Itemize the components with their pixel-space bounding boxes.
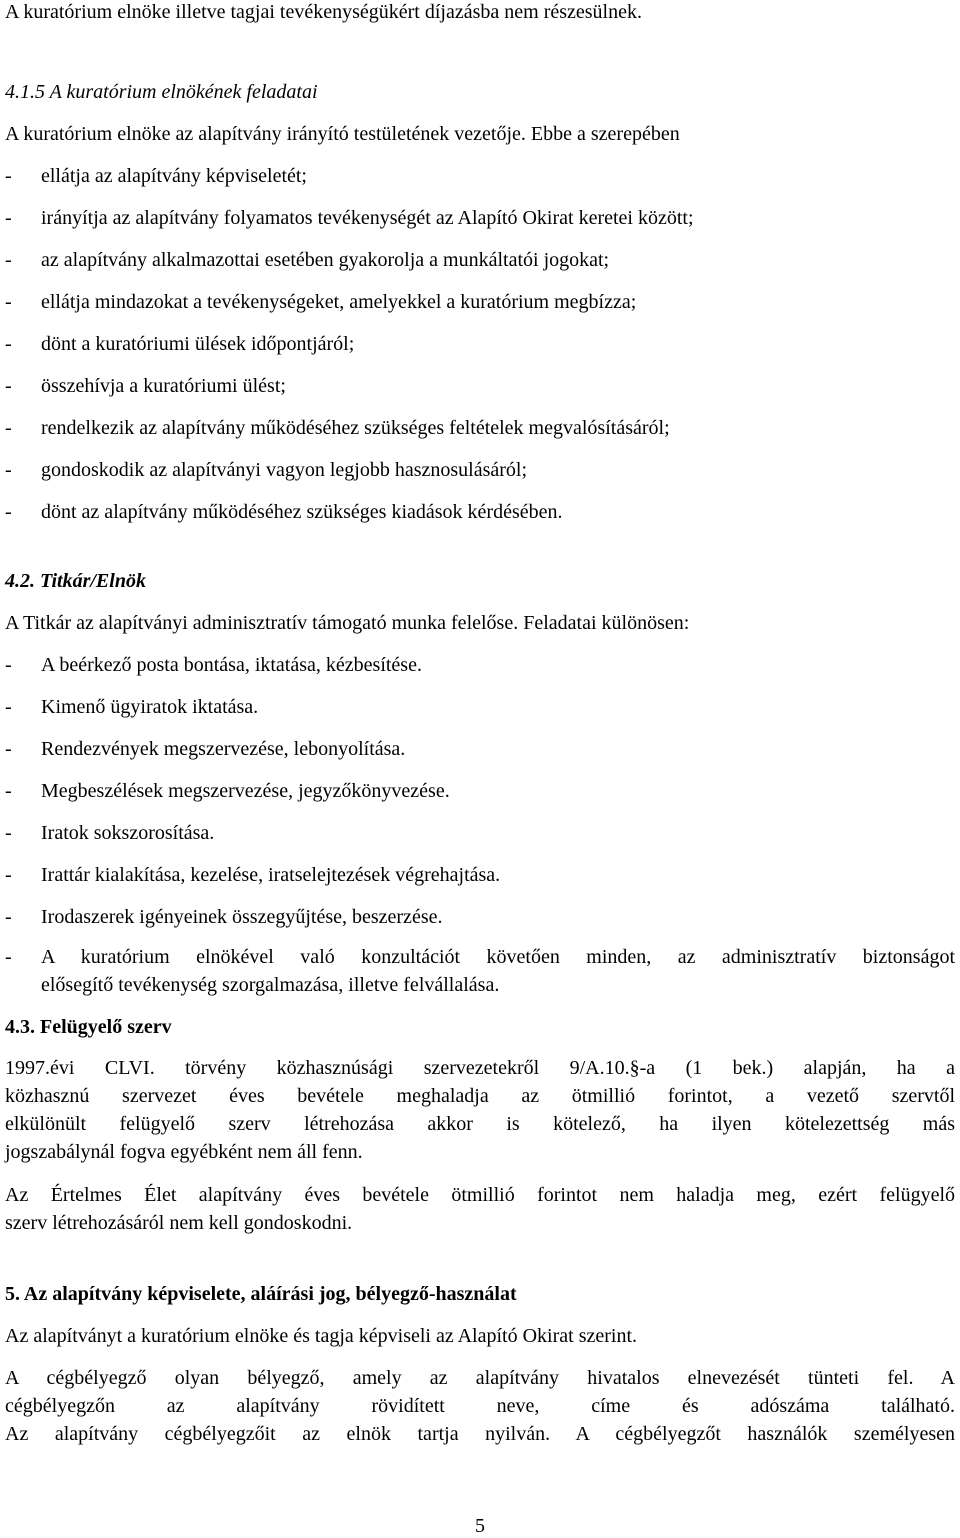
list-item: dönt a kuratóriumi ülések időpontjáról;: [41, 333, 355, 355]
list-dash: -: [5, 501, 12, 523]
heading-4-2: 4.2. Titkár/Elnök: [5, 570, 146, 592]
paragraph-kepviselet: Az alapítványt a kuratórium elnöke és tagja képviseli az Alapító Okirat szerint.: [5, 1325, 638, 1347]
list-dash: -: [5, 375, 12, 397]
paragraph-line: 1997.évi CLVI. törvény közhasznúsági szervezetekről 9/A.10.§-a (1 bek.) alapján, ha a: [5, 1057, 955, 1079]
list-dash: -: [5, 207, 12, 229]
paragraph-titkar: A Titkár az alapítványi adminisztratív támogató munka felelőse. Feladatai különösen:: [5, 612, 690, 634]
list-dash: -: [5, 864, 12, 886]
paragraph-line: Az alapítvány cégbélyegzőit az elnök tartja nyilván. A cégbélyegzőt használók személyesen: [5, 1423, 955, 1445]
list-dash: -: [5, 417, 12, 439]
list-item: az alapítvány alkalmazottai esetében gyakorolja a munkáltatói jogokat;: [41, 249, 610, 271]
list-item: Kimenő ügyiratok iktatása.: [41, 696, 259, 718]
list-dash: -: [5, 738, 12, 760]
paragraph-line: jogszabálynál fogva egyébként nem áll fenn.: [5, 1141, 363, 1163]
list-dash: -: [5, 780, 12, 802]
list-item: ellátja az alapítvány képviseletét;: [41, 165, 307, 187]
list-dash: -: [5, 906, 12, 928]
list-dash: -: [5, 459, 12, 481]
intro-paragraph: A kuratórium elnöke illetve tagjai tevékenységükért díjazásba nem részesülnek.: [5, 1, 642, 23]
paragraph-line: cégbélyegzőn az alapítvány rövidített neve, címe és adószáma található.: [5, 1395, 955, 1417]
list-item: összehívja a kuratóriumi ülést;: [41, 375, 286, 397]
paragraph-line: elkülönült felügyelő szerv létrehozása akkor is kötelező, ha ilyen kötelezettség más: [5, 1113, 955, 1135]
list-item: Irattár kialakítása, kezelése, iratselejtezések végrehajtása.: [41, 864, 501, 886]
list-dash: -: [5, 822, 12, 844]
list-item: Iratok sokszorosítása.: [41, 822, 215, 844]
list-dash: -: [5, 249, 12, 271]
paragraph-line: A cégbélyegző olyan bélyegző, amely az alapítvány hivatalos elnevezését tünteti fel. A: [5, 1367, 955, 1389]
page-number: 5: [475, 1515, 485, 1537]
list-dash: -: [5, 291, 12, 313]
list-item: Rendezvények megszervezése, lebonyolítása.: [41, 738, 406, 760]
list-dash: -: [5, 165, 12, 187]
list-dash: -: [5, 696, 12, 718]
list-dash: -: [5, 946, 12, 968]
heading-5: 5. Az alapítvány képviselete, aláírási jog, bélyegző-használat: [5, 1283, 517, 1305]
list-dash: -: [5, 654, 12, 676]
list-item: rendelkezik az alapítvány működéséhez szükséges feltételek megvalósításáról;: [41, 417, 670, 439]
paragraph-elnok: A kuratórium elnöke az alapítvány irányító testületének vezetője. Ebbe a szerepében: [5, 123, 680, 145]
paragraph-line: Az Értelmes Élet alapítvány éves bevétele ötmillió forintot nem haladja meg, ezért felügyelő: [5, 1184, 955, 1206]
list-item: ellátja mindazokat a tevékenységeket, amelyekkel a kuratórium megbízza;: [41, 291, 637, 313]
list-item-continuation: elősegítő tevékenység szorgalmazása, illetve felvállalása.: [41, 974, 500, 996]
list-item: irányítja az alapítvány folyamatos tevékenységét az Alapító Okirat keretei között;: [41, 207, 694, 229]
list-dash: -: [5, 333, 12, 355]
heading-4-3: 4.3. Felügyelő szerv: [5, 1016, 172, 1038]
list-item: A kuratórium elnökével való konzultációt követően minden, az adminisztratív biztonságot: [41, 946, 955, 968]
list-item: A beérkező posta bontása, iktatása, kézbesítése.: [41, 654, 422, 676]
list-item: Megbeszélések megszervezése, jegyzőkönyvezése.: [41, 780, 450, 802]
paragraph-line: közhasznú szervezet éves bevétele meghaladja az ötmillió forintot, a vezető szervtől: [5, 1085, 955, 1107]
list-item: Irodaszerek igényeinek összegyűjtése, beszerzése.: [41, 906, 443, 928]
heading-4-1-5: 4.1.5 A kuratórium elnökének feladatai: [5, 81, 318, 103]
paragraph-line: szerv létrehozásáról nem kell gondoskodni.: [5, 1212, 353, 1234]
list-item: dönt az alapítvány működéséhez szükséges kiadások kérdésében.: [41, 501, 563, 523]
list-item: gondoskodik az alapítványi vagyon legjobb hasznosulásáról;: [41, 459, 528, 481]
